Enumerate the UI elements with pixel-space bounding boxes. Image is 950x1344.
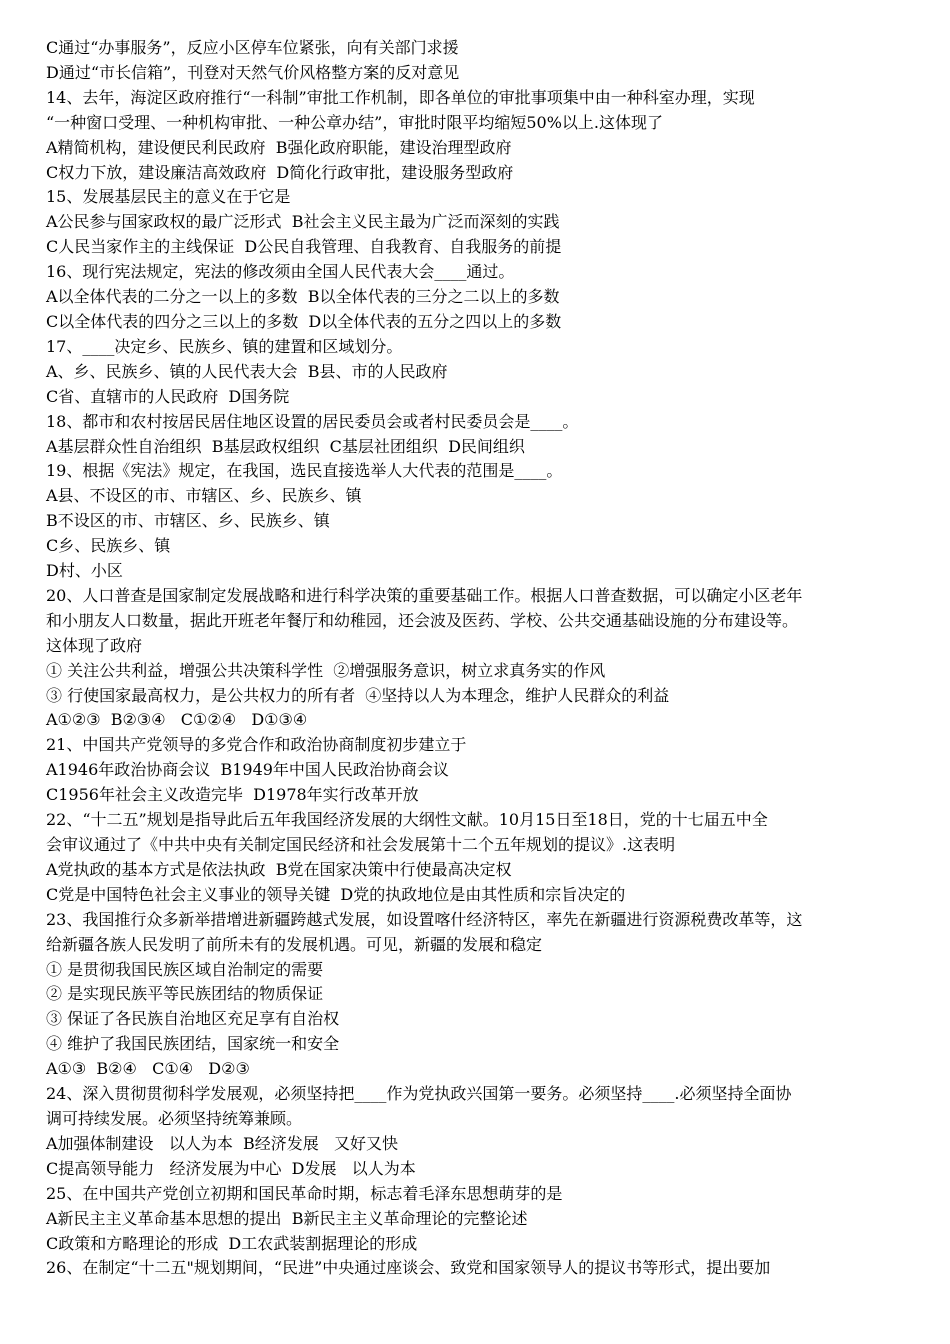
text-line: 20、人口普查是国家制定发展战略和进行科学决策的重要基础工作。根据人口普查数据，可以确定小区老年 — [46, 585, 803, 605]
text-line: 18、都市和农村按居民居住地区设置的居民委员会或者村民委员会是____。 — [46, 411, 579, 431]
text-line: A①③ B②④ C①④ D②③ — [46, 1059, 250, 1079]
text-line: 25、在中国共产党创立初期和国民革命时期，标志着毛泽东思想萌芽的是 — [46, 1183, 563, 1203]
text-line: D村、小区 — [46, 561, 123, 581]
text-line: 24、深入贯彻贯彻科学发展观，必须坚持把____作为党执政兴国第一要务。必须坚持____.必须坚持全面协 — [46, 1084, 792, 1104]
text-line: 会审议通过了《中共中央有关制定国民经济和社会发展第十二个五年规划的提议》.这表明 — [46, 835, 676, 854]
text-line: ① 关注公共利益，增强公共决策科学性 ②增强服务意识，树立求真务实的作风 — [46, 660, 606, 680]
text-line: C权力下放，建设廉洁高效政府 D简化行政审批，建设服务型政府 — [46, 162, 514, 182]
text-line: B不设区的市、市辖区、乡、民族乡、镇 — [46, 511, 330, 531]
text-line: C提高领导能力 经济发展为中心 D发展 以人为本 — [46, 1158, 416, 1178]
text-line: ④ 维护了我国民族团结，国家统一和安全 — [46, 1034, 340, 1054]
text-line: 调可持续发展。必须坚持统筹兼顾。 — [46, 1108, 303, 1128]
text-line: A①②③ B②③④ C①②④ D①③④ — [46, 710, 308, 730]
text-line: C乡、民族乡、镇 — [46, 536, 171, 556]
text-line: A1946年政治协商会议 B1949年中国人民政治协商会议 — [46, 760, 449, 780]
text-line: A新民主主义革命基本思想的提出 B新民主主义革命理论的完整论述 — [46, 1208, 528, 1228]
text-line: C政策和方略理论的形成 D工农武装割据理论的形成 — [46, 1233, 418, 1253]
text-line: C以全体代表的四分之三以上的多数 D以全体代表的五分之四以上的多数 — [46, 311, 562, 331]
text-line: 14、去年，海淀区政府推行“一科制”审批工作机制，即各单位的审批事项集中由一种科室办理，实现 — [46, 87, 755, 107]
text-line: ③ 保证了各民族自治地区充足享有自治权 — [46, 1009, 340, 1029]
text-line: ② 是实现民族平等民族团结的物质保证 — [46, 984, 324, 1004]
text-line: A基层群众性自治组织 B基层政权组织 C基层社团组织 D民间组织 — [46, 436, 525, 456]
text-line: 15、发展基层民主的意义在于它是 — [46, 187, 291, 207]
question-text-block — [46, 36, 910, 1281]
text-line: ① 是贯彻我国民族区域自治制定的需要 — [46, 959, 324, 979]
text-line: 和小朋友人口数量，据此开班老年餐厅和幼稚园，还会波及医药、学校、公共交通基础设施的分布建设等。 — [46, 610, 799, 630]
text-line: C人民当家作主的主线保证 D公民自我管理、自我教育、自我服务的前提 — [46, 237, 562, 257]
text-line: 16、现行宪法规定，宪法的修改须由全国人民代表大会____通过。 — [46, 262, 515, 282]
text-line: A加强体制建设 以人为本 B经济发展 又好又快 — [46, 1133, 399, 1153]
text-line: C省、直辖市的人民政府 D国务院 — [46, 386, 290, 406]
text-line: C通过“办事服务”，反应小区停车位紧张，向有关部门求援 — [46, 38, 459, 57]
text-line: 23、我国推行众多新举措增进新疆跨越式发展，如设置喀什经济特区，率先在新疆进行资源税费改革等，这 — [46, 909, 803, 929]
text-line: A党执政的基本方式是依法执政 B党在国家决策中行使最高决定权 — [46, 859, 512, 879]
text-line: A公民参与国家政权的最广泛形式 B社会主义民主最为广泛而深刻的实践 — [46, 212, 560, 232]
text-line: A县、不设区的市、市辖区、乡、民族乡、镇 — [46, 486, 362, 506]
text-line: 给新疆各族人民发明了前所未有的发展机遇。可见，新疆的发展和稳定 — [46, 934, 543, 954]
text-line: ③ 行使国家最高权力，是公共权力的所有者 ④坚持以人为本理念，维护人民群众的利益 — [46, 685, 670, 705]
text-line: 22、“十二五”规划是指导此后五年我国经济发展的大纲性文献。10月15日至18日，党的十七届五中全 — [46, 810, 768, 830]
text-line: 这体现了政府 — [46, 635, 143, 655]
text-line: A精简机构，建设便民利民政府 B强化政府职能，建设治理型政府 — [46, 137, 512, 157]
text-line: 21、中国共产党领导的多党合作和政治协商制度初步建立于 — [46, 735, 467, 755]
text-line: 19、根据《宪法》规定，在我国，选民直接选举人大代表的范围是____。 — [46, 461, 563, 481]
text-line: 26、在制定“十二五"规划期间，“民进”中央通过座谈会、致党和国家领导人的提议书等形式，提出要加 — [46, 1258, 771, 1278]
text-line: A以全体代表的二分之一以上的多数 B以全体代表的三分之二以上的多数 — [46, 287, 560, 307]
text-line: D通过“市长信箱”，刊登对天然气价风格整方案的反对意见 — [46, 62, 460, 82]
text-line: A、乡、民族乡、镇的人民代表大会 B县、市的人民政府 — [46, 361, 448, 381]
text-line: C党是中国特色社会主义事业的领导关键 D党的执政地位是由其性质和宗旨决定的 — [46, 884, 626, 904]
text-line: C1956年社会主义改造完毕 D1978年实行改革开放 — [46, 785, 419, 805]
text-line: “一种窗口受理、一种机构审批、一种公章办结”，审批时限平均缩短50%以上.这体现了 — [46, 112, 664, 132]
text-line: 17、____决定乡、民族乡、镇的建置和区域划分。 — [46, 336, 403, 356]
